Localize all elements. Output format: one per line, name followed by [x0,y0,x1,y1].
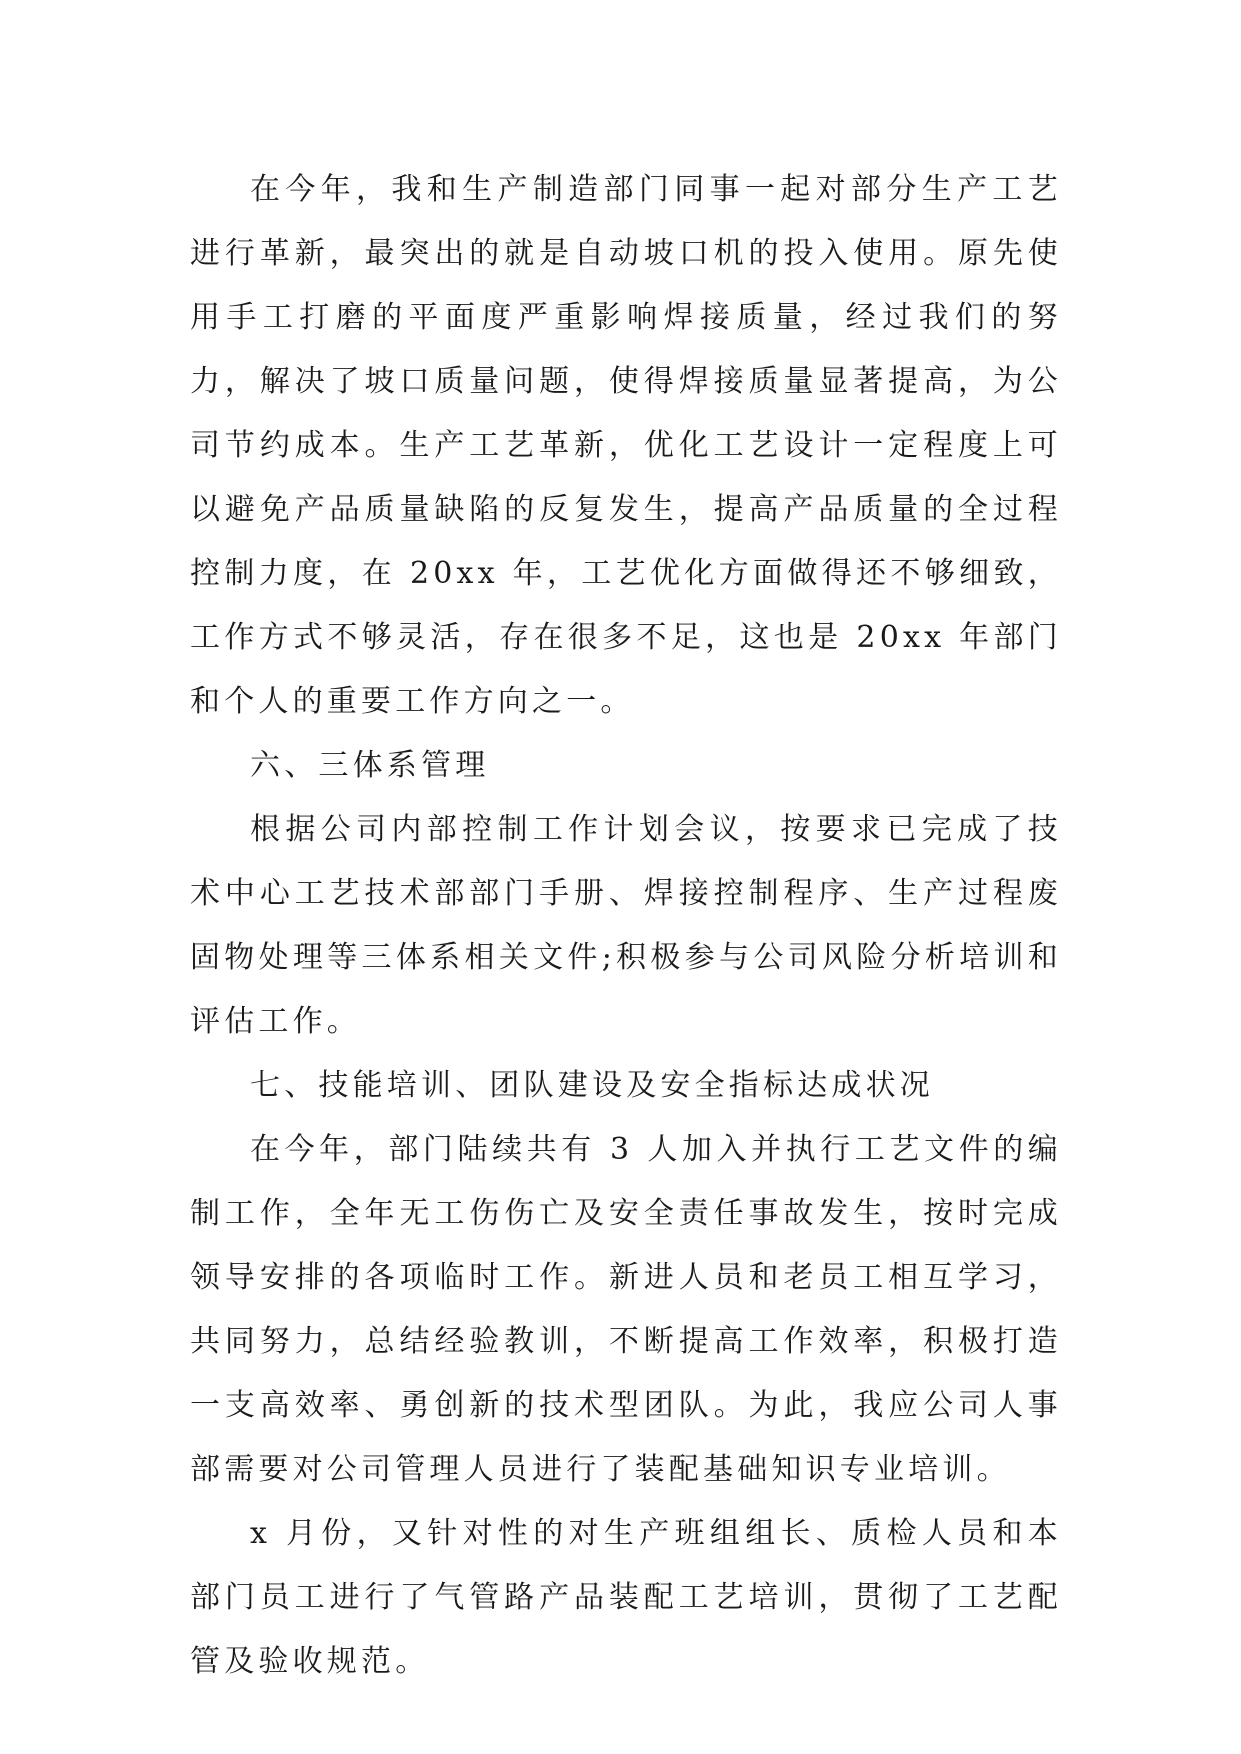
section-heading-three-systems: 六、三体系管理 [250,748,490,783]
paragraph-assembly-training: x 月份，又针对性的对生产班组组长、质检人员和本部门员工进行了气管路产品装配工艺培训，贯彻了工艺配管及验收规范。 [190,1516,1062,1679]
paragraph-three-systems: 根据公司内部控制工作计划会议，按要求已完成了技术中心工艺技术部部门手册、焊接控制程序、生产过程废固物处理等三体系相关文件;积极参与公司风险分析培训和评估工作。 [190,812,1062,1039]
section-heading-training-safety: 七、技能培训、团队建设及安全指标达成状况 [250,1068,934,1103]
paragraph-process-innovation: 在今年，我和生产制造部门同事一起对部分生产工艺进行革新，最突出的就是自动坡口机的投入使用。原先使用手工打磨的平面度严重影响焊接质量，经过我们的努力，解决了坡口质量问题，使得焊接质量显著提高，为公司节约成本。生产工艺革新，优化工艺设计一定程度上可以避免产品质量缺陷的反复发生，提高产品质量的全过程控制力度，在 20xx 年，工艺优化方面做得还不够细致，工作方式不够灵活，存在很多不足，这也是 20xx 年部门和个人的重要工作方向之一。 [190,172,1062,719]
paragraph-team-building: 在今年，部门陆续共有 3 人加入并执行工艺文件的编制工作，全年无工伤伤亡及安全责任事故发生，按时完成领导安排的各项临时工作。新进人员和老员工相互学习，共同努力，总结经验教训，不断提高工作效率，积极打造一支高效率、勇创新的技术型团队。为此，我应公司人事部需要对公司管理人员进行了装配基础知识专业培训。 [190,1132,1062,1487]
document-body [190,158,1062,1694]
